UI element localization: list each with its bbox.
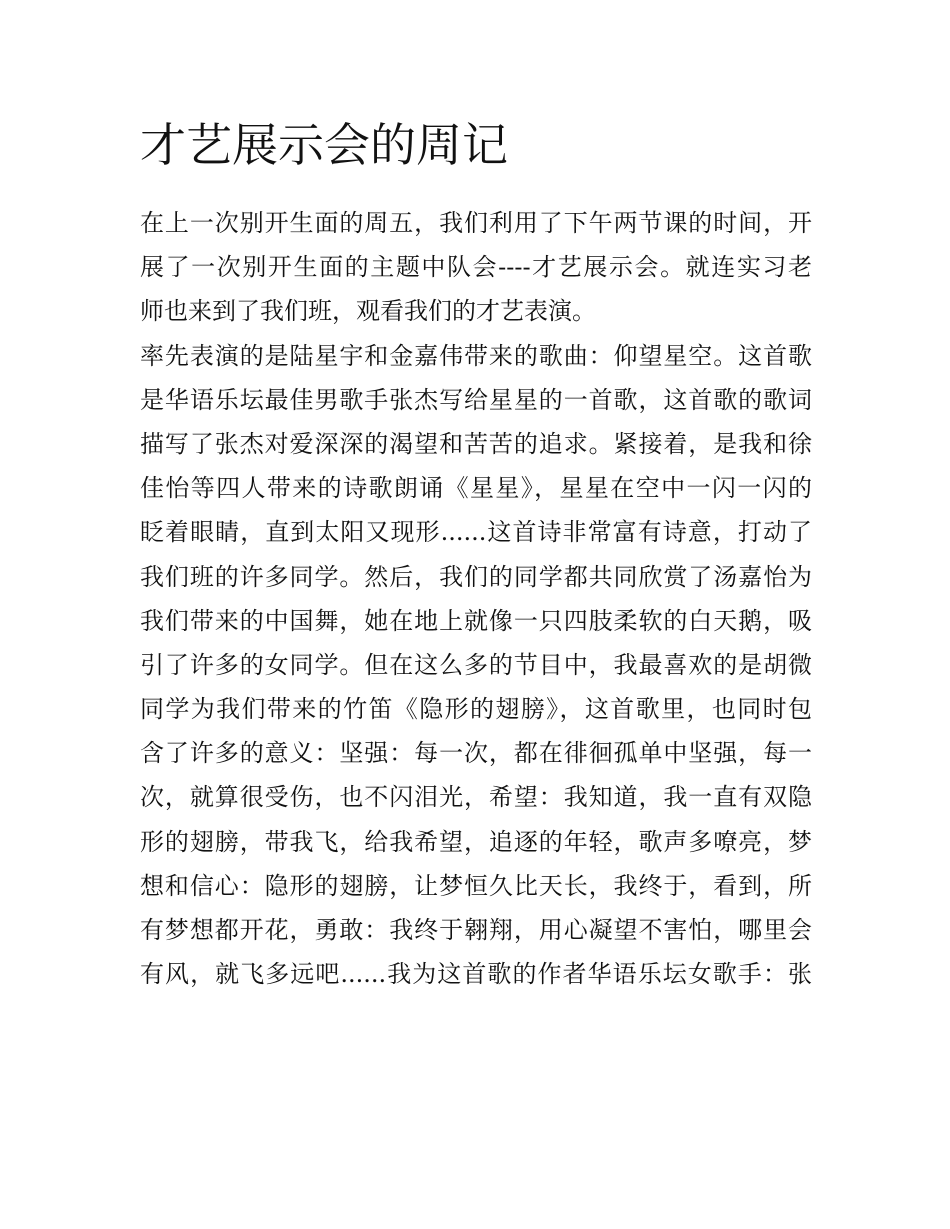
- text-line: 有梦想都开花，勇敢：我终于翱翔，用心凝望不害怕，哪里会: [140, 916, 812, 944]
- document-body: [140, 201, 812, 996]
- text-line: 佳怡等四人带来的诗歌朗诵《星星》，星星在空中一闪一闪的: [140, 474, 812, 503]
- page-title: 才艺展示会的周记: [140, 118, 508, 172]
- text-line: 含了许多的意义：坚强：每一次，都在徘徊孤单中坚强，每一: [140, 739, 812, 768]
- text-line: 引了许多的女同学。但在这么多的节目中，我最喜欢的是胡微: [140, 650, 812, 679]
- text-line: 是华语乐坛最佳男歌手张杰写给星星的一首歌，这首歌的歌词: [140, 385, 812, 414]
- text-line: 率先表演的是陆星宇和金嘉伟带来的歌曲：仰望星空。这首歌: [140, 341, 812, 370]
- text-line: 我们带来的中国舞，她在地上就像一只四肢柔软的白天鹅，吸: [140, 606, 812, 635]
- text-line: 在上一次别开生面的周五，我们利用了下午两节课的时间，开: [140, 209, 812, 237]
- text-line: 同学为我们带来的竹笛《隐形的翅膀》，这首歌里，也同时包: [140, 695, 812, 724]
- text-line: 师也来到了我们班，观看我们的才艺表演。: [140, 297, 596, 326]
- text-line: 我们班的许多同学。然后，我们的同学都共同欣赏了汤嘉怡为: [140, 562, 812, 591]
- text-line: 形的翅膀，带我飞，给我希望，追逐的年轻，歌声多嘹亮，梦: [140, 827, 812, 856]
- text-line: 想和信心：隐形的翅膀，让梦恒久比天长，我终于，看到，所: [140, 871, 812, 900]
- text-line: 次，就算很受伤，也不闪泪光，希望：我知道，我一直有双隐: [140, 783, 812, 812]
- text-line: 描写了张杰对爱深深的渴望和苦苦的追求。紧接着，是我和徐: [140, 429, 812, 458]
- text-line: 有风，就飞多远吧......我为这首歌的作者华语乐坛女歌手：张: [140, 960, 812, 989]
- text-line: 眨着眼睛，直到太阳又现形......这首诗非常富有诗意，打动了: [140, 518, 812, 547]
- text-line: 展了一次别开生面的主题中队会----才艺展示会。就连实习老: [140, 253, 812, 282]
